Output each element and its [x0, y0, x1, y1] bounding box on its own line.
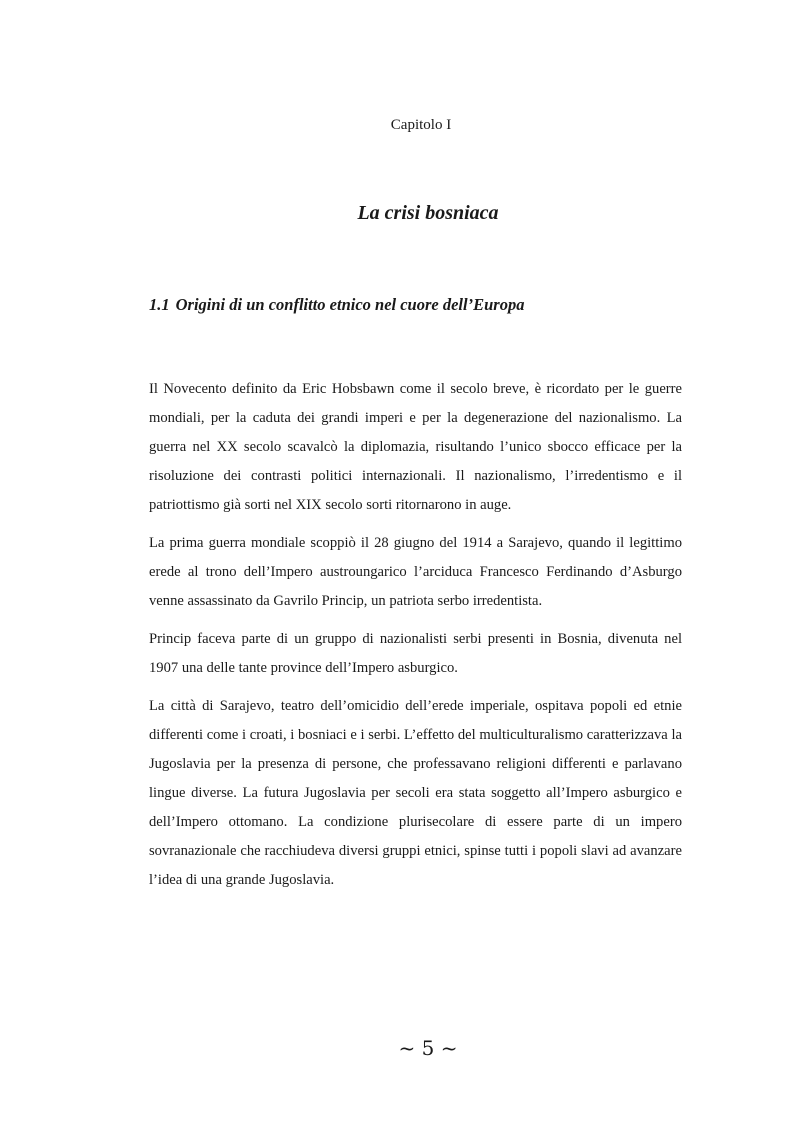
page-number: ~ 5 ~	[398, 1036, 458, 1060]
section-number: 1.1	[149, 295, 170, 314]
paragraph-4: La città di Sarajevo, teatro dell’omicidio dell’erede imperiale, ospitava popoli ed etnie differenti come i croati, i bosniaci e i serbi. L’effetto del multiculturalismo caratterizzava la Jugoslavia per la presenza di persone, che professavano religioni differenti e parlavano lingue diverse. La futura Jugoslavia per secoli era stata soggetto all’Impero asburgico e dell’Impero ottomano. La condizione plurisecolare di essere parte di un impero sovranazionale che racchiudeva diversi gruppi etnici, spinse tutti i popoli slavi ad avanzare l’idea di una grande Jugoslavia.	[149, 698, 682, 888]
section-title: Origini di un conflitto etnico nel cuore dell’Europa	[175, 295, 525, 314]
paragraph-1: Il Novecento definito da Eric Hobsbawn come il secolo breve, è ricordato per le guerre mondiali, per la caduta dei grandi imperi e per la degenerazione del nazionalismo. La guerra nel XX secolo scavalcò la diplomazia, risultando l’unico sbocco efficace per la risoluzione dei contrasti politici internazionali. Il nazionalismo, l’irredentismo e il patriottismo già sorti nel XIX secolo sorti ritornarono in auge.	[149, 381, 682, 513]
paragraph-2: La prima guerra mondiale scoppiò il 28 giugno del 1914 a Sarajevo, quando il legittimo erede al trono dell’Impero austroungarico l’arciduca Francesco Ferdinando d’Asburgo venne assassinato da Gavrilo Princip, un patriota serbo irredentista.	[149, 535, 682, 609]
paragraph-3: Princip faceva parte di un gruppo di nazionalisti serbi presenti in Bosnia, divenuta nel 1907 una delle tante province dell’Impero asburgico.	[149, 631, 682, 676]
chapter-label: Capitolo I	[390, 117, 452, 133]
body-text	[149, 375, 682, 904]
chapter-title: La crisi bosniaca	[357, 202, 499, 224]
section-heading	[149, 295, 689, 315]
